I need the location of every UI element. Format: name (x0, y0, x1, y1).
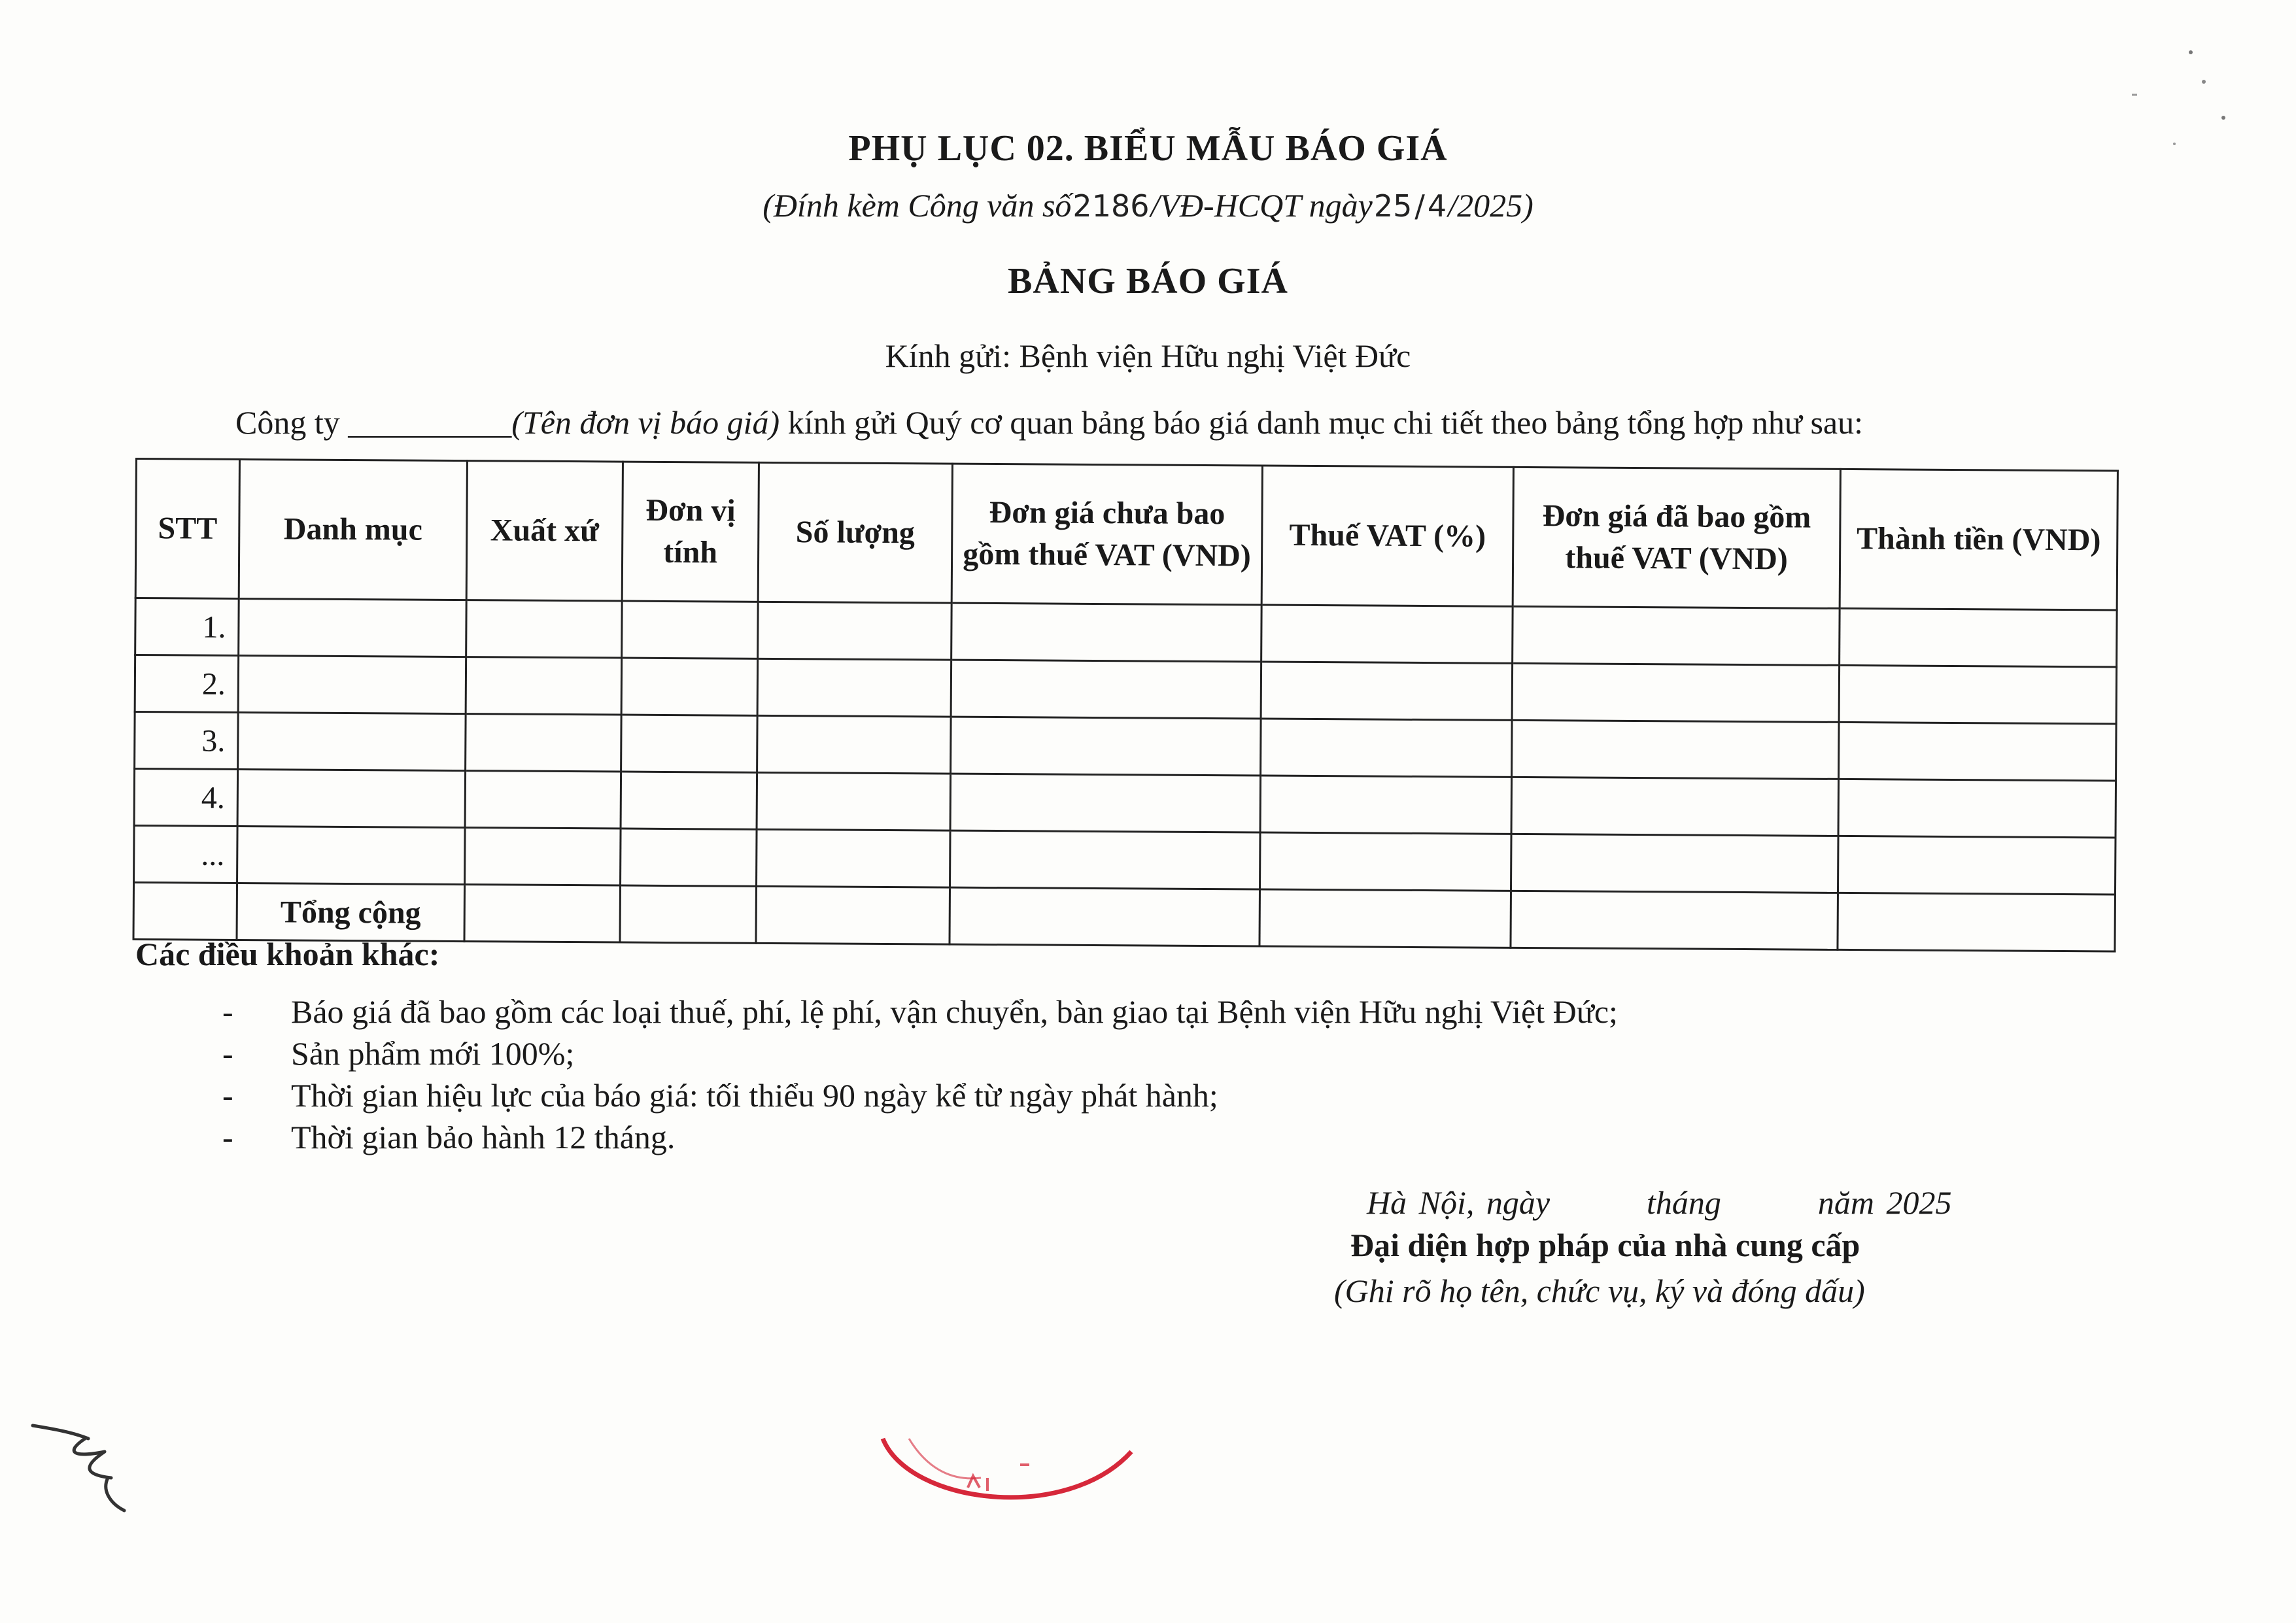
signature-representative: Đại diện hợp pháp của nhà cung cấp (1350, 1227, 1860, 1263)
cell[interactable] (464, 885, 621, 942)
term-text: Thời gian bảo hành 12 tháng. (291, 1119, 676, 1155)
header-danh-muc: Danh mục (239, 459, 467, 600)
scan-specks-icon (2112, 46, 2243, 163)
cell[interactable] (1840, 608, 2117, 667)
cell[interactable] (237, 769, 466, 827)
cell[interactable] (950, 887, 1260, 946)
row-number: 1. (135, 598, 239, 656)
term-text: Sản phẩm mới 100%; (291, 1035, 575, 1072)
cell[interactable] (621, 772, 757, 829)
cell (133, 882, 237, 940)
handwritten-day: 25 (1373, 188, 1413, 224)
term-text: Thời gian hiệu lực của báo giá: tối thiểu 90 ngày kể từ ngày phát hành; (291, 1077, 1218, 1114)
cell[interactable] (757, 715, 951, 774)
list-item (222, 991, 1618, 1033)
page-title: PHỤ LỤC 02. BIỂU MẪU BÁO GIÁ (848, 128, 1448, 169)
header-xuat-xu: Xuất xứ (466, 461, 623, 601)
signature-date-line: Hà Nội, ngày tháng năm 2025 (1367, 1184, 1952, 1221)
cell[interactable] (1260, 776, 1512, 834)
dash-bullet: - (222, 1119, 233, 1155)
cell[interactable] (1838, 779, 2116, 838)
header-thue-vat: Thuế VAT (%) (1261, 466, 1513, 606)
cell[interactable] (1838, 893, 2116, 951)
intro-company-prefix: Công ty __________ (235, 404, 512, 441)
cell[interactable] (1511, 777, 1839, 836)
header-don-vi-tinh: Đơn vị tính (622, 462, 759, 602)
terms-heading: Các điều khoản khác: (135, 936, 440, 972)
term-text: Báo giá đã bao gồm các loại thuế, phí, lệ phí, vận chuyển, bàn giao tại Bệnh viện Hữu nghị Việt Đức; (291, 993, 1618, 1030)
cell[interactable] (622, 601, 759, 658)
cell[interactable] (951, 603, 1262, 662)
handwritten-initials-icon (26, 1412, 131, 1517)
header-so-luong: Số lượng (758, 462, 952, 603)
cell[interactable] (1511, 834, 1838, 893)
cell[interactable] (950, 774, 1261, 832)
cell[interactable] (1512, 663, 1840, 722)
stamp-fragment-icon (870, 1426, 1144, 1530)
attachment-reference (0, 186, 2296, 224)
list-item (222, 1116, 1618, 1158)
cell[interactable] (1838, 836, 2116, 895)
cell[interactable] (1261, 605, 1513, 663)
list-item (222, 1074, 1618, 1116)
cell[interactable] (950, 830, 1261, 889)
header-thanh-tien: Thành tiền (VND) (1840, 469, 2117, 610)
dash-bullet: - (222, 1077, 233, 1114)
cell[interactable] (1259, 889, 1511, 948)
cell[interactable] (951, 717, 1261, 776)
cell[interactable] (757, 772, 951, 830)
terms-list (222, 991, 1618, 1158)
total-label: Tổng cộng (237, 883, 465, 941)
cell[interactable] (466, 714, 622, 772)
cell[interactable] (1512, 720, 1840, 779)
addressee-line: Kính gửi: Bệnh viện Hữu nghị Việt Đức (885, 337, 1411, 374)
cell[interactable] (238, 655, 466, 713)
cell[interactable] (757, 829, 951, 887)
cell[interactable] (951, 660, 1261, 719)
cell[interactable] (237, 826, 466, 884)
date-separator: / (1414, 188, 1425, 224)
cell[interactable] (1261, 662, 1513, 720)
cell[interactable] (1513, 606, 1840, 665)
handwritten-month: 4 (1427, 188, 1447, 224)
list-item (222, 1033, 1618, 1074)
cell[interactable] (466, 600, 623, 658)
cell[interactable] (621, 658, 758, 715)
header-don-gia-da-vat: Đơn giá đã bao gồm thuế VAT (VND) (1513, 467, 1840, 608)
table-title: BẢNG BÁO GIÁ (1008, 261, 1288, 301)
intro-placeholder: (Tên đơn vị báo giá) (511, 404, 780, 441)
header-stt: STT (135, 459, 239, 599)
intro-suffix: kính gửi Quý cơ quan bảng báo giá danh mục chi tiết theo bảng tổng hợp như sau: (780, 404, 1863, 441)
reference-prefix: (Đính kèm Công văn số (762, 187, 1072, 224)
reference-code: /VĐ-HCQT ngày (1150, 187, 1373, 224)
cell[interactable] (238, 712, 466, 770)
cell[interactable] (465, 828, 621, 885)
cell[interactable] (620, 885, 757, 943)
reference-year: /2025) (1448, 187, 1534, 224)
row-number: 3. (135, 712, 239, 770)
cell[interactable] (466, 657, 622, 715)
dash-bullet: - (222, 993, 233, 1030)
intro-line (235, 403, 1863, 441)
cell[interactable] (1839, 722, 2117, 781)
row-number: 4. (134, 769, 238, 827)
quote-table (132, 458, 2118, 953)
cell[interactable] (1511, 891, 1838, 949)
dash-bullet: - (222, 1035, 233, 1072)
row-number: 2. (135, 655, 239, 713)
cell[interactable] (756, 886, 950, 944)
cell[interactable] (1839, 665, 2117, 724)
cell[interactable] (621, 829, 757, 886)
header-don-gia-chua-vat: Đơn giá chưa bao gồm thuế VAT (VND) (951, 464, 1262, 605)
cell[interactable] (1261, 719, 1513, 777)
cell[interactable] (758, 602, 952, 660)
cell[interactable] (465, 771, 621, 829)
cell[interactable] (757, 658, 951, 717)
table-header-row (135, 459, 2117, 611)
cell[interactable] (239, 598, 467, 657)
signature-note: (Ghi rõ họ tên, chức vụ, ký và đóng dấu) (1334, 1273, 1865, 1309)
handwritten-doc-number: 2186 (1072, 188, 1150, 224)
cell[interactable] (621, 715, 758, 772)
cell[interactable] (1260, 832, 1512, 891)
row-number: ... (134, 825, 238, 883)
